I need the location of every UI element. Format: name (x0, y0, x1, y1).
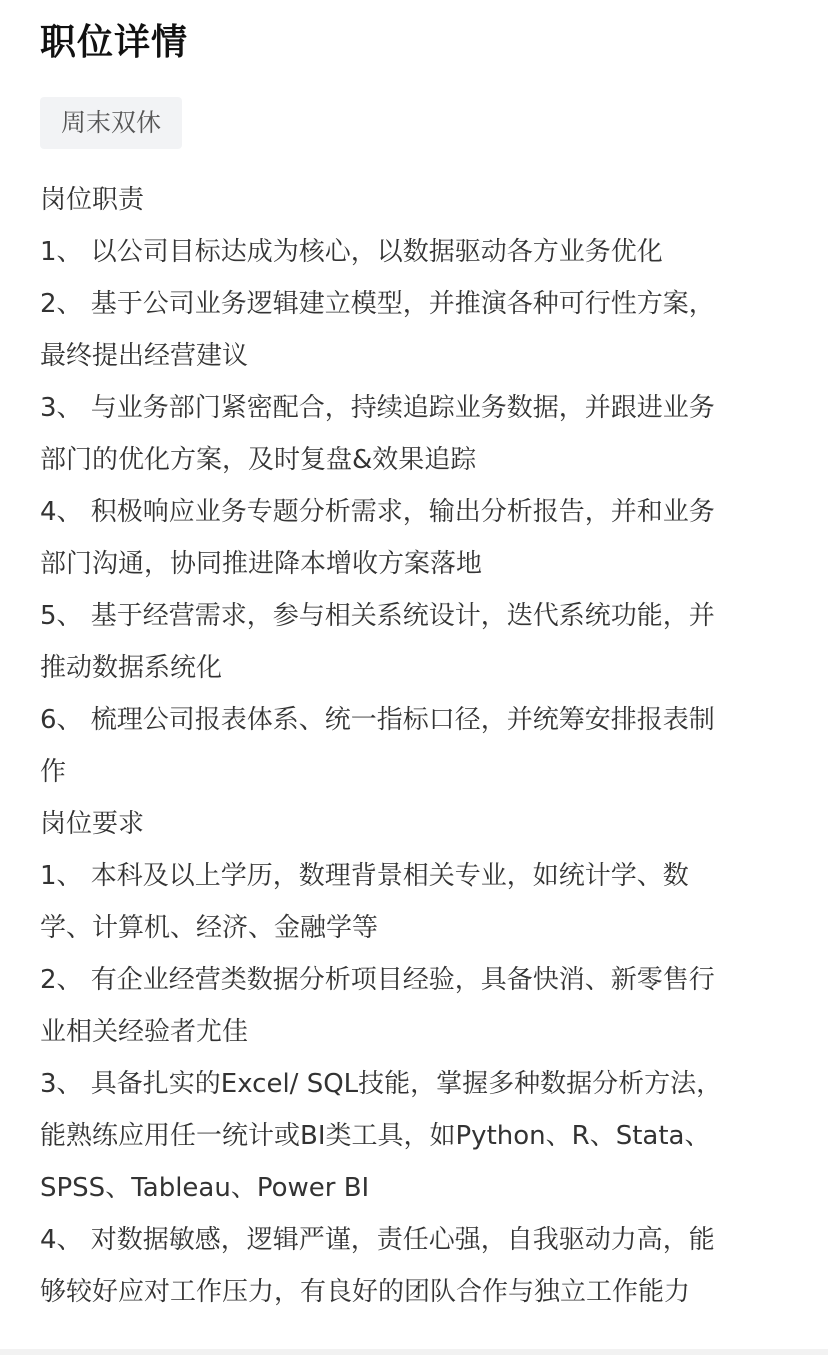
description-line: 部门沟通，协同推进降本增收方案落地 (40, 549, 483, 579)
description-line: 能熟练应用任一统计或BI类工具，如Python、R、Stata、 (40, 1121, 711, 1151)
description-line: 够较好应对工作压力，有良好的团队合作与独立工作能力 (40, 1277, 691, 1307)
description-line: 1、 以公司目标达成为核心，以数据驱动各方业务优化 (40, 237, 663, 267)
description-line: 5、 基于经营需求，参与相关系统设计，迭代系统功能，并 (40, 601, 715, 631)
description-line: 2、 有企业经营类数据分析项目经验，具备快消、新零售行 (40, 965, 715, 995)
tag-weekend-off: 周末双休 (40, 97, 182, 149)
section-heading-requirements: 岗位要求 (40, 809, 145, 839)
description-line: 作 (40, 757, 67, 787)
description-line: 学、计算机、经济、金融学等 (40, 913, 379, 943)
bottom-divider (0, 1349, 828, 1355)
description-line: 2、 基于公司业务逻辑建立模型，并推演各种可行性方案， (40, 289, 715, 319)
description-line: 1、 本科及以上学历，数理背景相关专业，如统计学、数 (40, 861, 689, 891)
description-line: 业相关经验者尤佳 (40, 1017, 249, 1047)
job-description (40, 174, 800, 1318)
description-line: 推动数据系统化 (40, 653, 223, 683)
section-heading-responsibilities: 岗位职责 (40, 185, 145, 215)
description-line: 3、 与业务部门紧密配合，持续追踪业务数据，并跟进业务 (40, 393, 715, 423)
description-line: 6、 梳理公司报表体系、统一指标口径，并统筹安排报表制 (40, 705, 715, 735)
page-title: 职位详情 (40, 22, 189, 63)
description-line: 3、 具备扎实的Excel/ SQL技能，掌握多种数据分析方法， (40, 1069, 723, 1099)
description-line: SPSS、Tableau、Power BI (40, 1173, 370, 1203)
description-line: 4、 对数据敏感，逻辑严谨，责任心强，自我驱动力高，能 (40, 1225, 715, 1255)
description-line: 最终提出经营建议 (40, 341, 249, 371)
description-line: 4、 积极响应业务专题分析需求，输出分析报告，并和业务 (40, 497, 715, 527)
description-line: 部门的优化方案，及时复盘&效果追踪 (40, 445, 477, 475)
